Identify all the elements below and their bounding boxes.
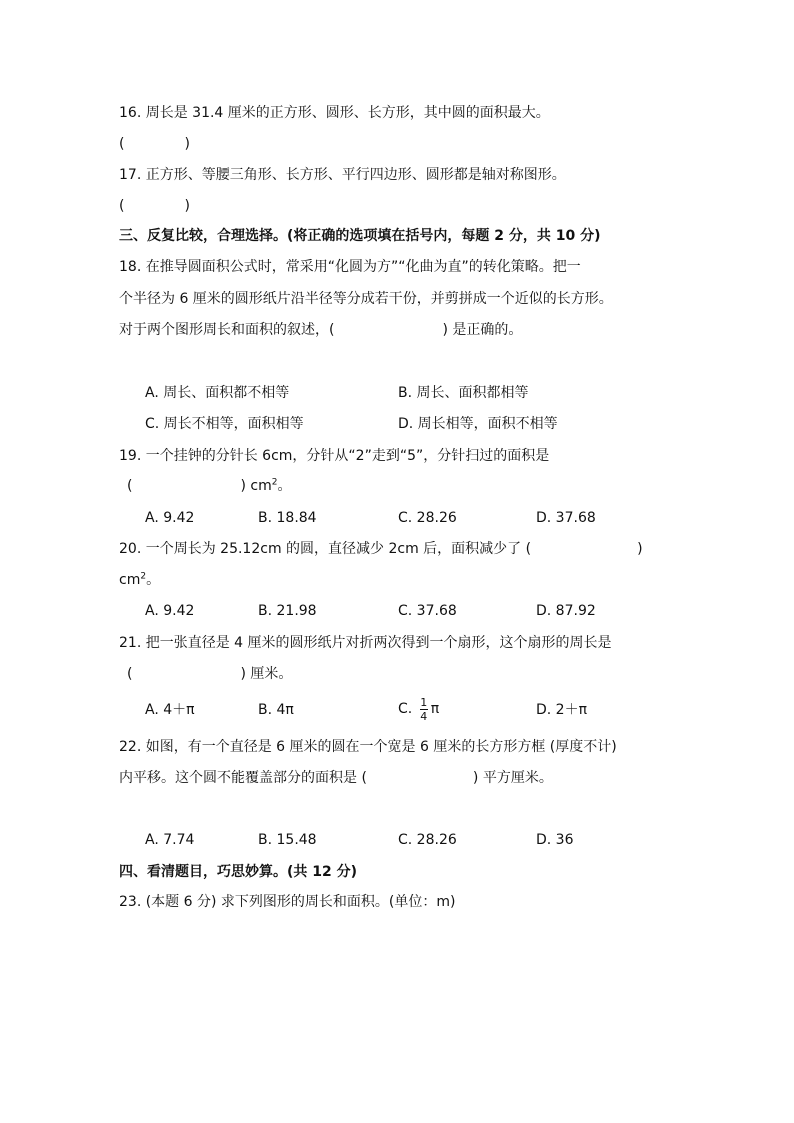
question-18-tail: ) 是正确的。: [442, 322, 523, 338]
paren-open: (: [127, 666, 133, 682]
unit-centimeter: ) 厘米。: [240, 666, 293, 682]
question-22-tail: ) 平方厘米。: [472, 770, 553, 786]
option-22-a[interactable]: A. 7.74: [145, 832, 195, 848]
paren-close: ): [184, 136, 190, 152]
unit-superscript: 2: [140, 571, 147, 582]
option-18-a[interactable]: A. 周长、面积都不相等: [145, 385, 290, 401]
section-3-title: 三、反复比较，合理选择。(将正确的选项填在括号内，每题 2 分，共 10 分): [119, 228, 601, 244]
question-18-line-3: [119, 320, 522, 340]
question-18-line-1: 18. 在推导圆面积公式时，常采用“化圆为方”“化曲为直”的转化策略。把一: [119, 259, 581, 275]
option-19-a[interactable]: A. 9.42: [145, 510, 195, 526]
question-19-line-1: 19. 一个挂钟的分针长 6cm，分针从“2”走到“5”，分针扫过的面积是: [119, 448, 550, 464]
unit-cm: cm: [119, 572, 141, 588]
period: 。: [277, 478, 292, 494]
option-22-d[interactable]: D. 36: [536, 832, 574, 848]
period: 。: [146, 572, 161, 588]
unit-superscript: 2: [271, 477, 278, 488]
question-20-stem: 20. 一个周长为 25.12cm 的圆，直径减少 2cm 后，面积减少了 (: [119, 541, 532, 557]
option-19-d[interactable]: D. 37.68: [536, 510, 596, 526]
numerator: 1: [420, 695, 428, 709]
paren-close: ): [637, 541, 643, 557]
question-21-line-1: 21. 把一张直径是 4 厘米的圆形纸片对折两次得到一个扇形，这个扇形的周长是: [119, 635, 612, 651]
question-16: 16. 周长是 31.4 厘米的正方形、圆形、长方形，其中圆的面积最大。: [119, 105, 550, 121]
option-letter: C.: [398, 701, 413, 717]
question-22-line-1: 22. 如图，有一个直径是 6 厘米的圆在一个宽是 6 厘米的长方形方框 (厚度不计): [119, 739, 617, 755]
option-18-d[interactable]: D. 周长相等，面积不相等: [398, 416, 558, 432]
option-21-d[interactable]: D. 2＋π: [536, 702, 588, 718]
option-20-d[interactable]: D. 87.92: [536, 603, 596, 619]
question-18-stem: 对于两个图形周长和面积的叙述，(: [119, 322, 335, 338]
option-18-b[interactable]: B. 周长、面积都相等: [398, 385, 529, 401]
question-18-line-2: 个半径为 6 厘米的圆形纸片沿半径等分成若干份，并剪拼成一个近似的长方形。: [119, 291, 613, 307]
question-22-line-2: [119, 768, 553, 788]
fraction-one-quarter: [420, 697, 428, 722]
option-21-b[interactable]: B. 4π: [258, 702, 294, 718]
paren-close: ): [184, 198, 190, 214]
option-18-c[interactable]: C. 周长不相等，面积相等: [145, 416, 304, 432]
answer-parentheses-17[interactable]: [119, 196, 190, 216]
option-20-b[interactable]: B. 21.98: [258, 603, 317, 619]
option-22-c[interactable]: C. 28.26: [398, 832, 457, 848]
section-4-title: 四、看清题目，巧思妙算。(共 12 分): [119, 864, 358, 880]
option-21-c[interactable]: [398, 692, 439, 726]
question-17: 17. 正方形、等腰三角形、长方形、平行四边形、圆形都是轴对称图形。: [119, 167, 566, 183]
question-20-line-1: [119, 539, 643, 559]
unit-cm: ) cm: [240, 478, 272, 494]
option-19-b[interactable]: B. 18.84: [258, 510, 317, 526]
pi-symbol: π: [430, 701, 440, 717]
paren-open: (: [119, 198, 125, 214]
question-23: 23. (本题 6 分) 求下列图形的周长和面积。(单位：m): [119, 894, 456, 910]
option-19-c[interactable]: C. 28.26: [398, 510, 457, 526]
option-22-b[interactable]: B. 15.48: [258, 832, 317, 848]
question-22-stem: 内平移。这个圆不能覆盖部分的面积是 (: [119, 770, 367, 786]
question-21-line-2: [127, 664, 292, 684]
option-21-a[interactable]: A. 4＋π: [145, 702, 195, 718]
option-20-a[interactable]: A. 9.42: [145, 603, 195, 619]
paren-open: (: [127, 478, 133, 494]
answer-parentheses-16[interactable]: [119, 134, 190, 154]
question-19-line-2: [127, 476, 291, 496]
question-20-line-2: [119, 570, 160, 590]
denominator: 4: [420, 709, 428, 723]
paren-open: (: [119, 136, 125, 152]
option-20-c[interactable]: C. 37.68: [398, 603, 457, 619]
